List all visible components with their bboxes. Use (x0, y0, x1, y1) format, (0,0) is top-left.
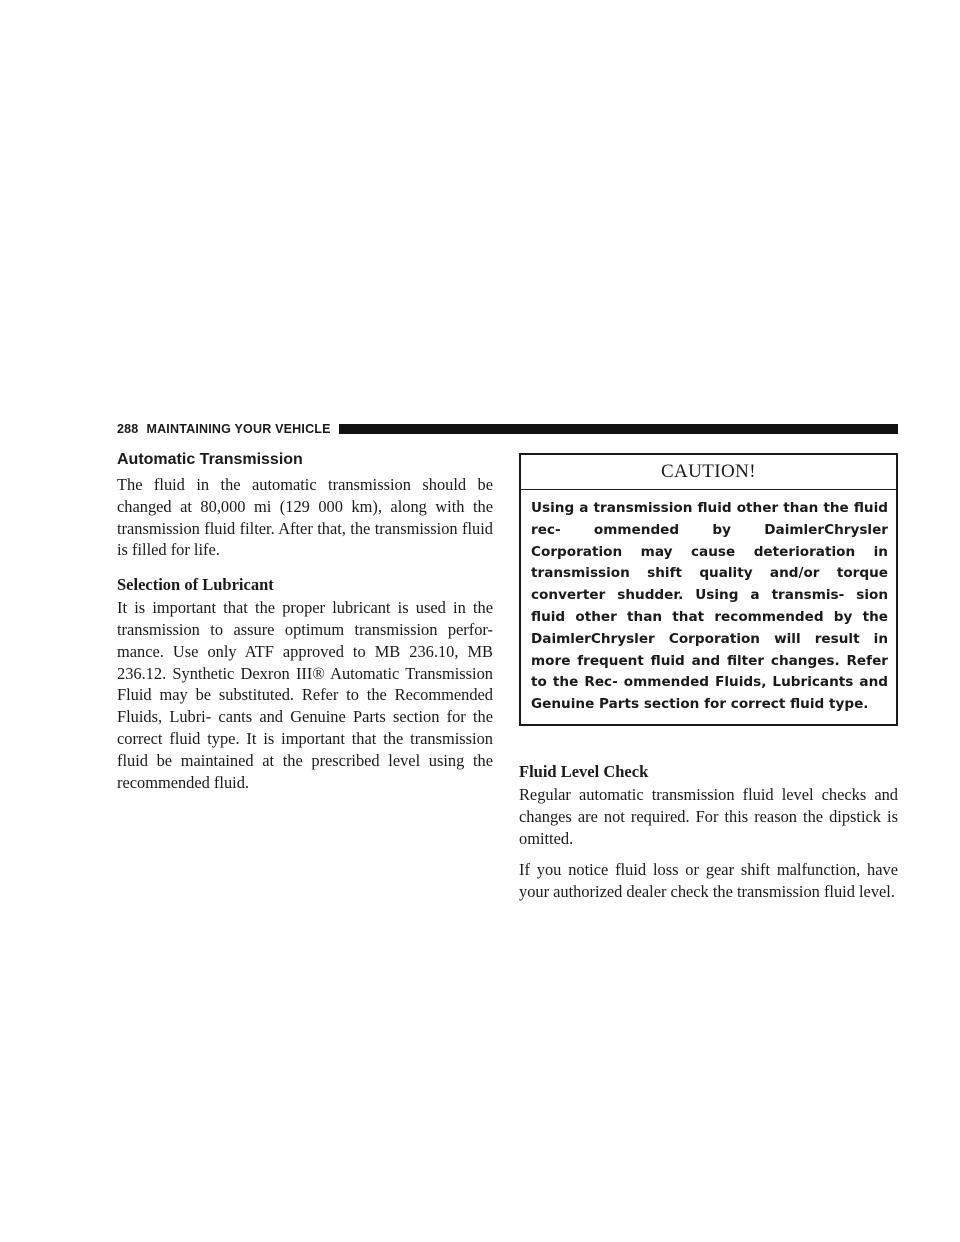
intro-paragraph: The fluid in the automatic transmission should be changed at 80,000 mi (129 000 km), along with the transmission fluid filter. After that, the transmission fluid is filled for life. (117, 475, 493, 560)
right-column (519, 453, 898, 903)
caution-box (519, 453, 898, 726)
page-header (117, 421, 898, 437)
header-rule (339, 424, 898, 434)
left-column (117, 450, 493, 793)
section-title: MAINTAINING YOUR VEHICLE (146, 422, 331, 436)
fluid-level-paragraph-2: If you notice fluid loss or gear shift malfunction, have your authorized dealer check the transmission fluid level. (519, 860, 898, 902)
fluid-level-paragraph-1: Regular automatic transmission fluid level checks and changes are not required. For this reason the dipstick is omitted. (519, 784, 898, 848)
lubricant-paragraph: It is important that the proper lubricant is used in the transmission to assure optimum transmission perfor- mance. Use only ATF approved to MB 236.10, MB 236.12. Synthetic Dexron III® Automatic Transmission Fluid may be substituted. Refer to the Recommended Fluids, Lubri- cants and Genuine Parts section for the correct fluid type. It is important that the transmission fluid be maintained at the prescribed level using the recommended fluid. (117, 598, 493, 792)
automatic-transmission-heading: Automatic Transmission (117, 451, 303, 468)
page-number: 288 (117, 422, 139, 436)
selection-of-lubricant-heading: Selection of Lubricant (117, 575, 274, 595)
fluid-level-check-heading: Fluid Level Check (519, 761, 649, 781)
caution-text: Using a transmission fluid other than the fluid rec- ommended by DaimlerChrysler Corporation may cause deterioration in transmission shift quality and/or torque converter shudder. Using a transmis- sion fluid other than that recommended by the DaimlerChrysler Corporation will result in more frequent fluid and filter changes. Refer to the Rec- ommended Fluids, Lubricants and Genuine Parts section for correct fluid type. (531, 500, 888, 713)
caution-title: CAUTION! (521, 455, 896, 490)
